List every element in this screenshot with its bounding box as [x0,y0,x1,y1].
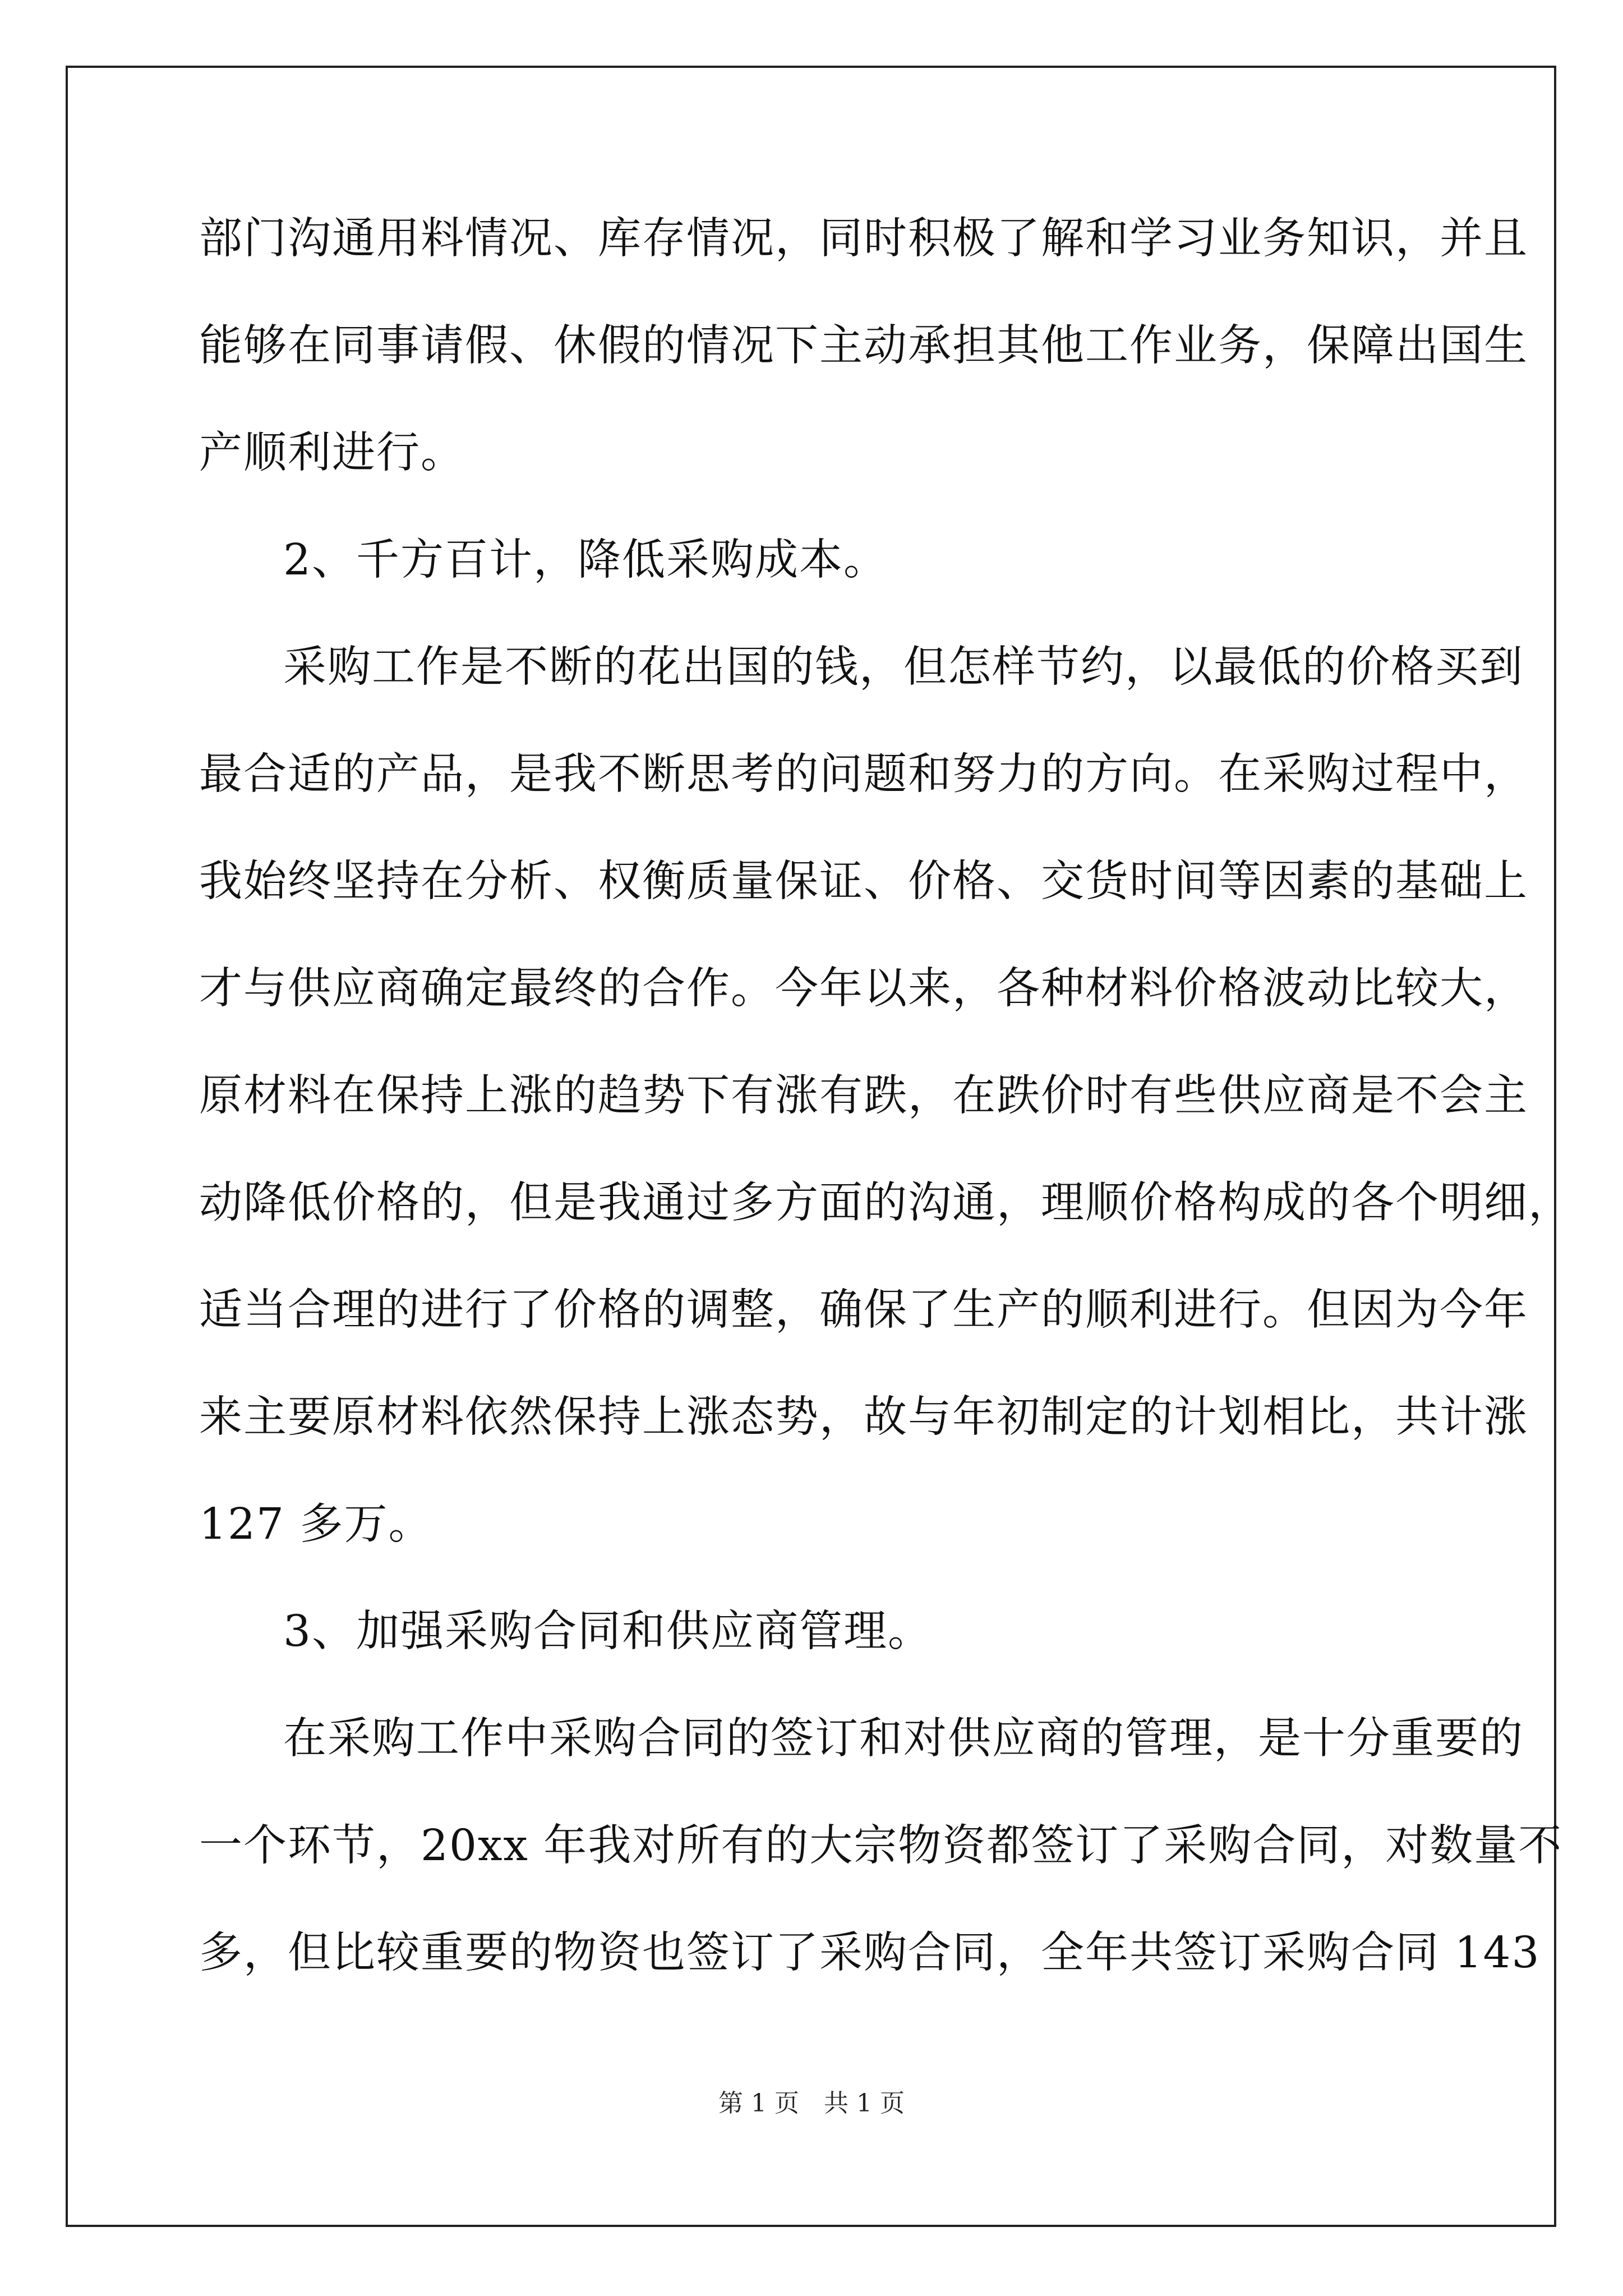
text-line: 最合适的产品，是我不断思考的问题和努力的方向。在采购过程中， [199,749,1528,799]
text-line: 才与供应商确定最终的合作。今年以来，各种材料价格波动比较大， [199,964,1528,1014]
text-line: 一个环节，20xx 年我对所有的大宗物资都签订了采购合同，对数量不 [199,1821,1563,1871]
text-line: 采购工作是不断的花出国的钱，但怎样节约，以最低的价格买到 [283,642,1524,692]
text-line: 原材料在保持上涨的趋势下有涨有跌，在跌价时有些供应商是不会主 [199,1071,1528,1121]
text-line: 来主要原材料依然保持上涨态势，故与年初制定的计划相比，共计涨 [199,1392,1528,1442]
text-line: 适当合理的进行了价格的调整，确保了生产的顺利进行。但因为今年 [199,1285,1528,1335]
text-line: 能够在同事请假、休假的情况下主动承担其他工作业务，保障出国生 [199,321,1528,371]
section-heading: 2、千方百计，降低采购成本。 [283,535,888,585]
text-line: 在采购工作中采购合同的签订和对供应商的管理，是十分重要的 [283,1714,1524,1764]
section-heading: 3、加强采购合同和供应商管理。 [283,1607,932,1657]
text-line: 我始终坚持在分析、权衡质量保证、价格、交货时间等因素的基础上 [199,857,1528,907]
text-line: 动降低价格的，但是我通过多方面的沟通，理顺价格构成的各个明细， [199,1178,1573,1228]
text-line: 产顺利进行。 [199,428,465,478]
document-body [199,185,1573,2007]
text-line: 多，但比较重要的物资也签订了采购合同，全年共签订采购合同 143 [199,1928,1541,1978]
page-footer: 第 1 页 共 1 页 [718,2089,905,2118]
text-line: 部门沟通用料情况、库存情况，同时积极了解和学习业务知识，并且 [199,214,1528,264]
text-line: 127 多万。 [199,1499,433,1549]
